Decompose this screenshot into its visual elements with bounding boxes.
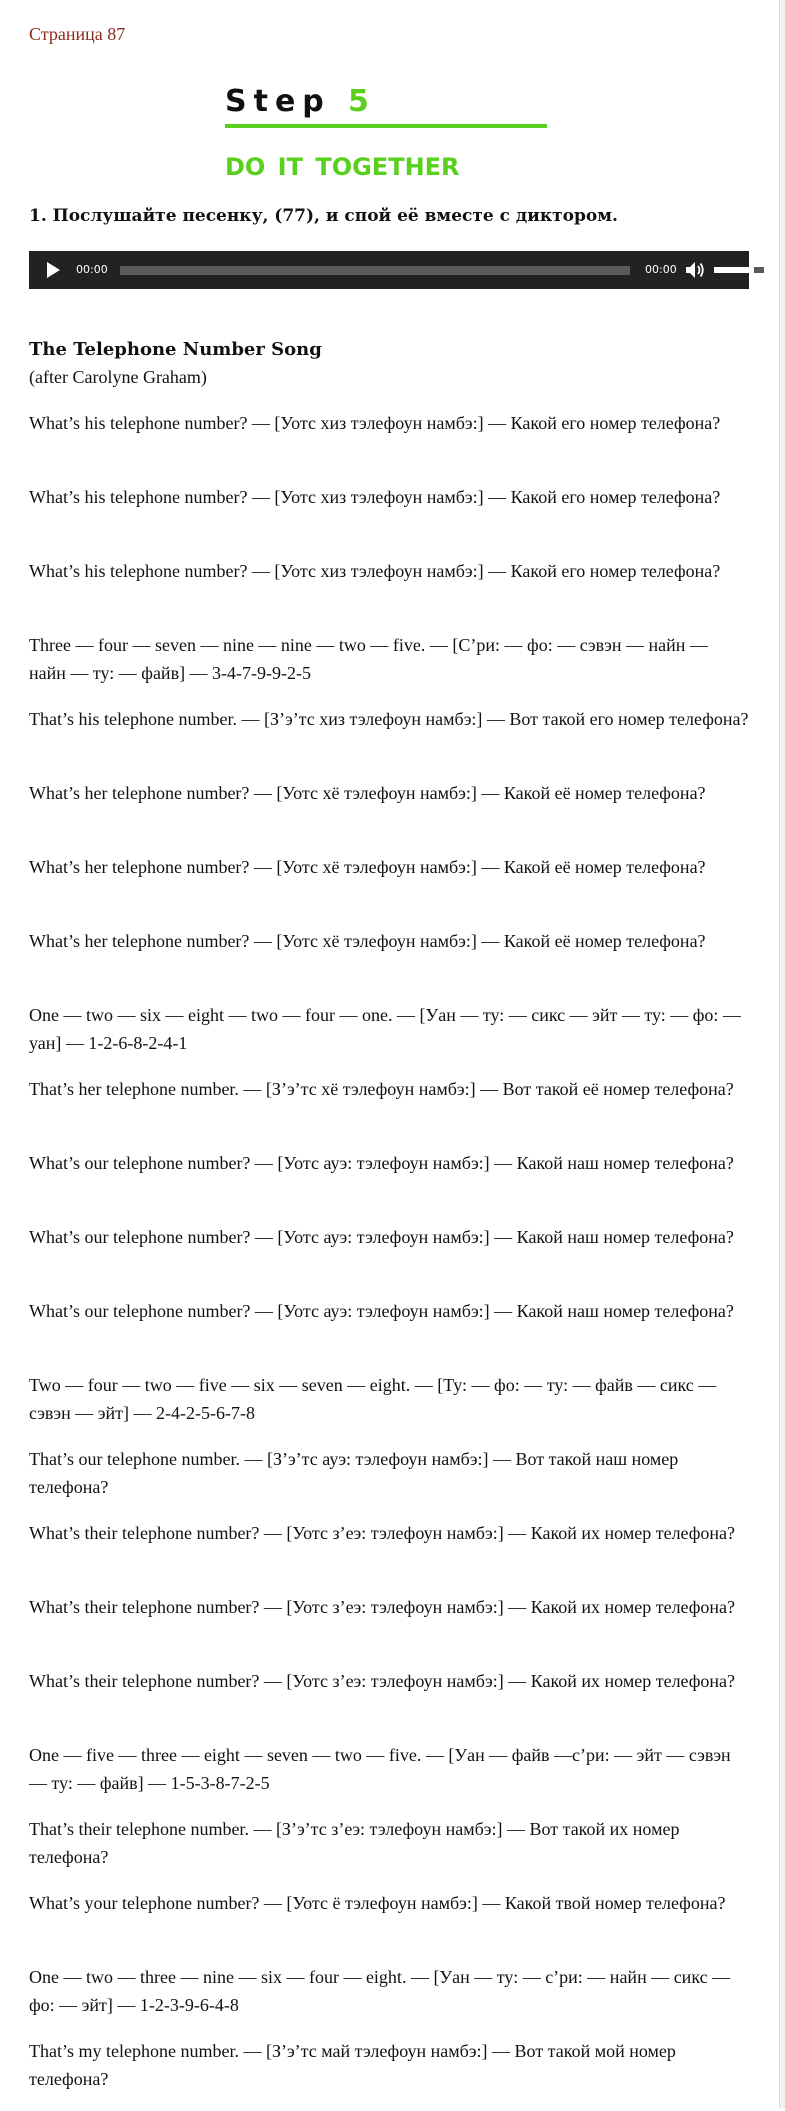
lyric-line: One — two — six — eight — two — four — one. — [Уан — ту: — сикс — эйт — ту: — фо: — уан] — 1-2-6-8-2-4-1 — [29, 1005, 741, 1053]
lyric-line: Two — four — two — five — six — seven — eight. — [Ту: — фо: — ту: — файв — сикс — сэвэн — эйт] — 2-4-2-5-6-7-8 — [29, 1375, 717, 1423]
lyric-line: What’s our telephone number? — [Уотс ауэ: тэлефоун намбэ:] — Какой наш номер телефона? — [29, 1301, 734, 1321]
lyric-line: That’s their telephone number. — [З’э’тс з’еэ: тэлефоун намбэ:] — Вот такой их номер телефона? — [29, 1819, 680, 1867]
speaker-icon[interactable] — [685, 261, 705, 279]
song-author: (after Carolyne Graham) — [29, 367, 207, 387]
task-instruction: 1. Послушайте песенку, (77), и спой её вместе с диктором. — [29, 206, 618, 226]
lyric-line: What’s her telephone number? — [Уотс хё тэлефоун намбэ:] — Какой её номер телефона? — [29, 931, 706, 951]
lyric-line: What’s his telephone number? — [Уотс хиз тэлефоун намбэ:] — Какой его номер телефона? — [29, 561, 721, 581]
lyric-line: What’s their telephone number? — [Уотс з’еэ: тэлефоун намбэ:] — Какой их номер телефона? — [29, 1671, 736, 1691]
play-icon[interactable] — [47, 262, 60, 278]
banner-subtitle: DO IT TOGETHER — [225, 153, 460, 181]
lyric-line: That’s my telephone number. — [З’э’тс май тэлефоун намбэ:] — Вот такой мой номер телефона? — [29, 2041, 676, 2089]
banner-divider — [225, 124, 547, 128]
lyric-line: That’s our telephone number. — [З’э’тс ауэ: тэлефоун намбэ:] — Вот такой наш номер телефона? — [29, 1449, 679, 1497]
volume-slider[interactable] — [714, 267, 764, 273]
current-time: 00:00 — [76, 263, 108, 276]
lyric-line: That’s her telephone number. — [З’э’тс хё тэлефоун намбэ:] — Вот такой её номер телефона? — [29, 1079, 734, 1099]
lyric-line: What’s her telephone number? — [Уотс хё тэлефоун намбэ:] — Какой её номер телефона? — [29, 783, 706, 803]
lyric-line: One — two — three — nine — six — four — eight. — [Уан — ту: — с’ри: — найн — сикс — фо: — эйт] — 1-2-3-9-6-4-8 — [29, 1967, 731, 2015]
step-banner — [225, 82, 547, 182]
lyrics-list — [29, 409, 749, 2111]
volume-level — [714, 267, 754, 273]
lyric-line: What’s our telephone number? — [Уотс ауэ: тэлефоун намбэ:] — Какой наш номер телефона? — [29, 1153, 734, 1173]
lyric-line: That’s his telephone number. — [З’э’тс хиз тэлефоун намбэ:] — Вот такой его номер телефона? — [29, 709, 749, 729]
progress-rail[interactable] — [120, 266, 630, 275]
duration-time: 00:00 — [645, 263, 677, 276]
lyric-line: What’s your telephone number? — [Уотс ё тэлефоун намбэ:] — Какой твой номер телефона? — [29, 1893, 726, 1913]
scrollbar-track[interactable] — [779, 0, 785, 2108]
banner-step-word: Step — [225, 84, 331, 119]
lyric-line: What’s their telephone number? — [Уотс з’еэ: тэлефоун намбэ:] — Какой их номер телефона? — [29, 1523, 736, 1543]
lyric-line: Three — four — seven — nine — nine — two — five. — [С’ри: — фо: — сэвэн — найн — найн — ту: — файв] — 3-4-7-9-9-2-5 — [29, 635, 708, 683]
audio-player — [29, 251, 749, 289]
page-label: Страница 87 — [29, 24, 126, 44]
lyric-line: One — five — three — eight — seven — two — five. — [Уан — файв —с’ри: — эйт — сэвэн — ту: — файв] — 1-5-3-8-7-2-5 — [29, 1745, 731, 1793]
lyric-line: What’s her telephone number? — [Уотс хё тэлефоун намбэ:] — Какой её номер телефона? — [29, 857, 706, 877]
lyric-line: What’s our telephone number? — [Уотс ауэ: тэлефоун намбэ:] — Какой наш номер телефона? — [29, 1227, 734, 1247]
lyric-line: What’s his telephone number? — [Уотс хиз тэлефоун намбэ:] — Какой его номер телефона? — [29, 413, 721, 433]
banner-step-number: 5 — [348, 84, 369, 119]
lyric-line: What’s his telephone number? — [Уотс хиз тэлефоун намбэ:] — Какой его номер телефона? — [29, 487, 721, 507]
lyric-line: What’s their telephone number? — [Уотс з’еэ: тэлефоун намбэ:] — Какой их номер телефона? — [29, 1597, 736, 1617]
song-title: The Telephone Number Song — [29, 339, 322, 360]
